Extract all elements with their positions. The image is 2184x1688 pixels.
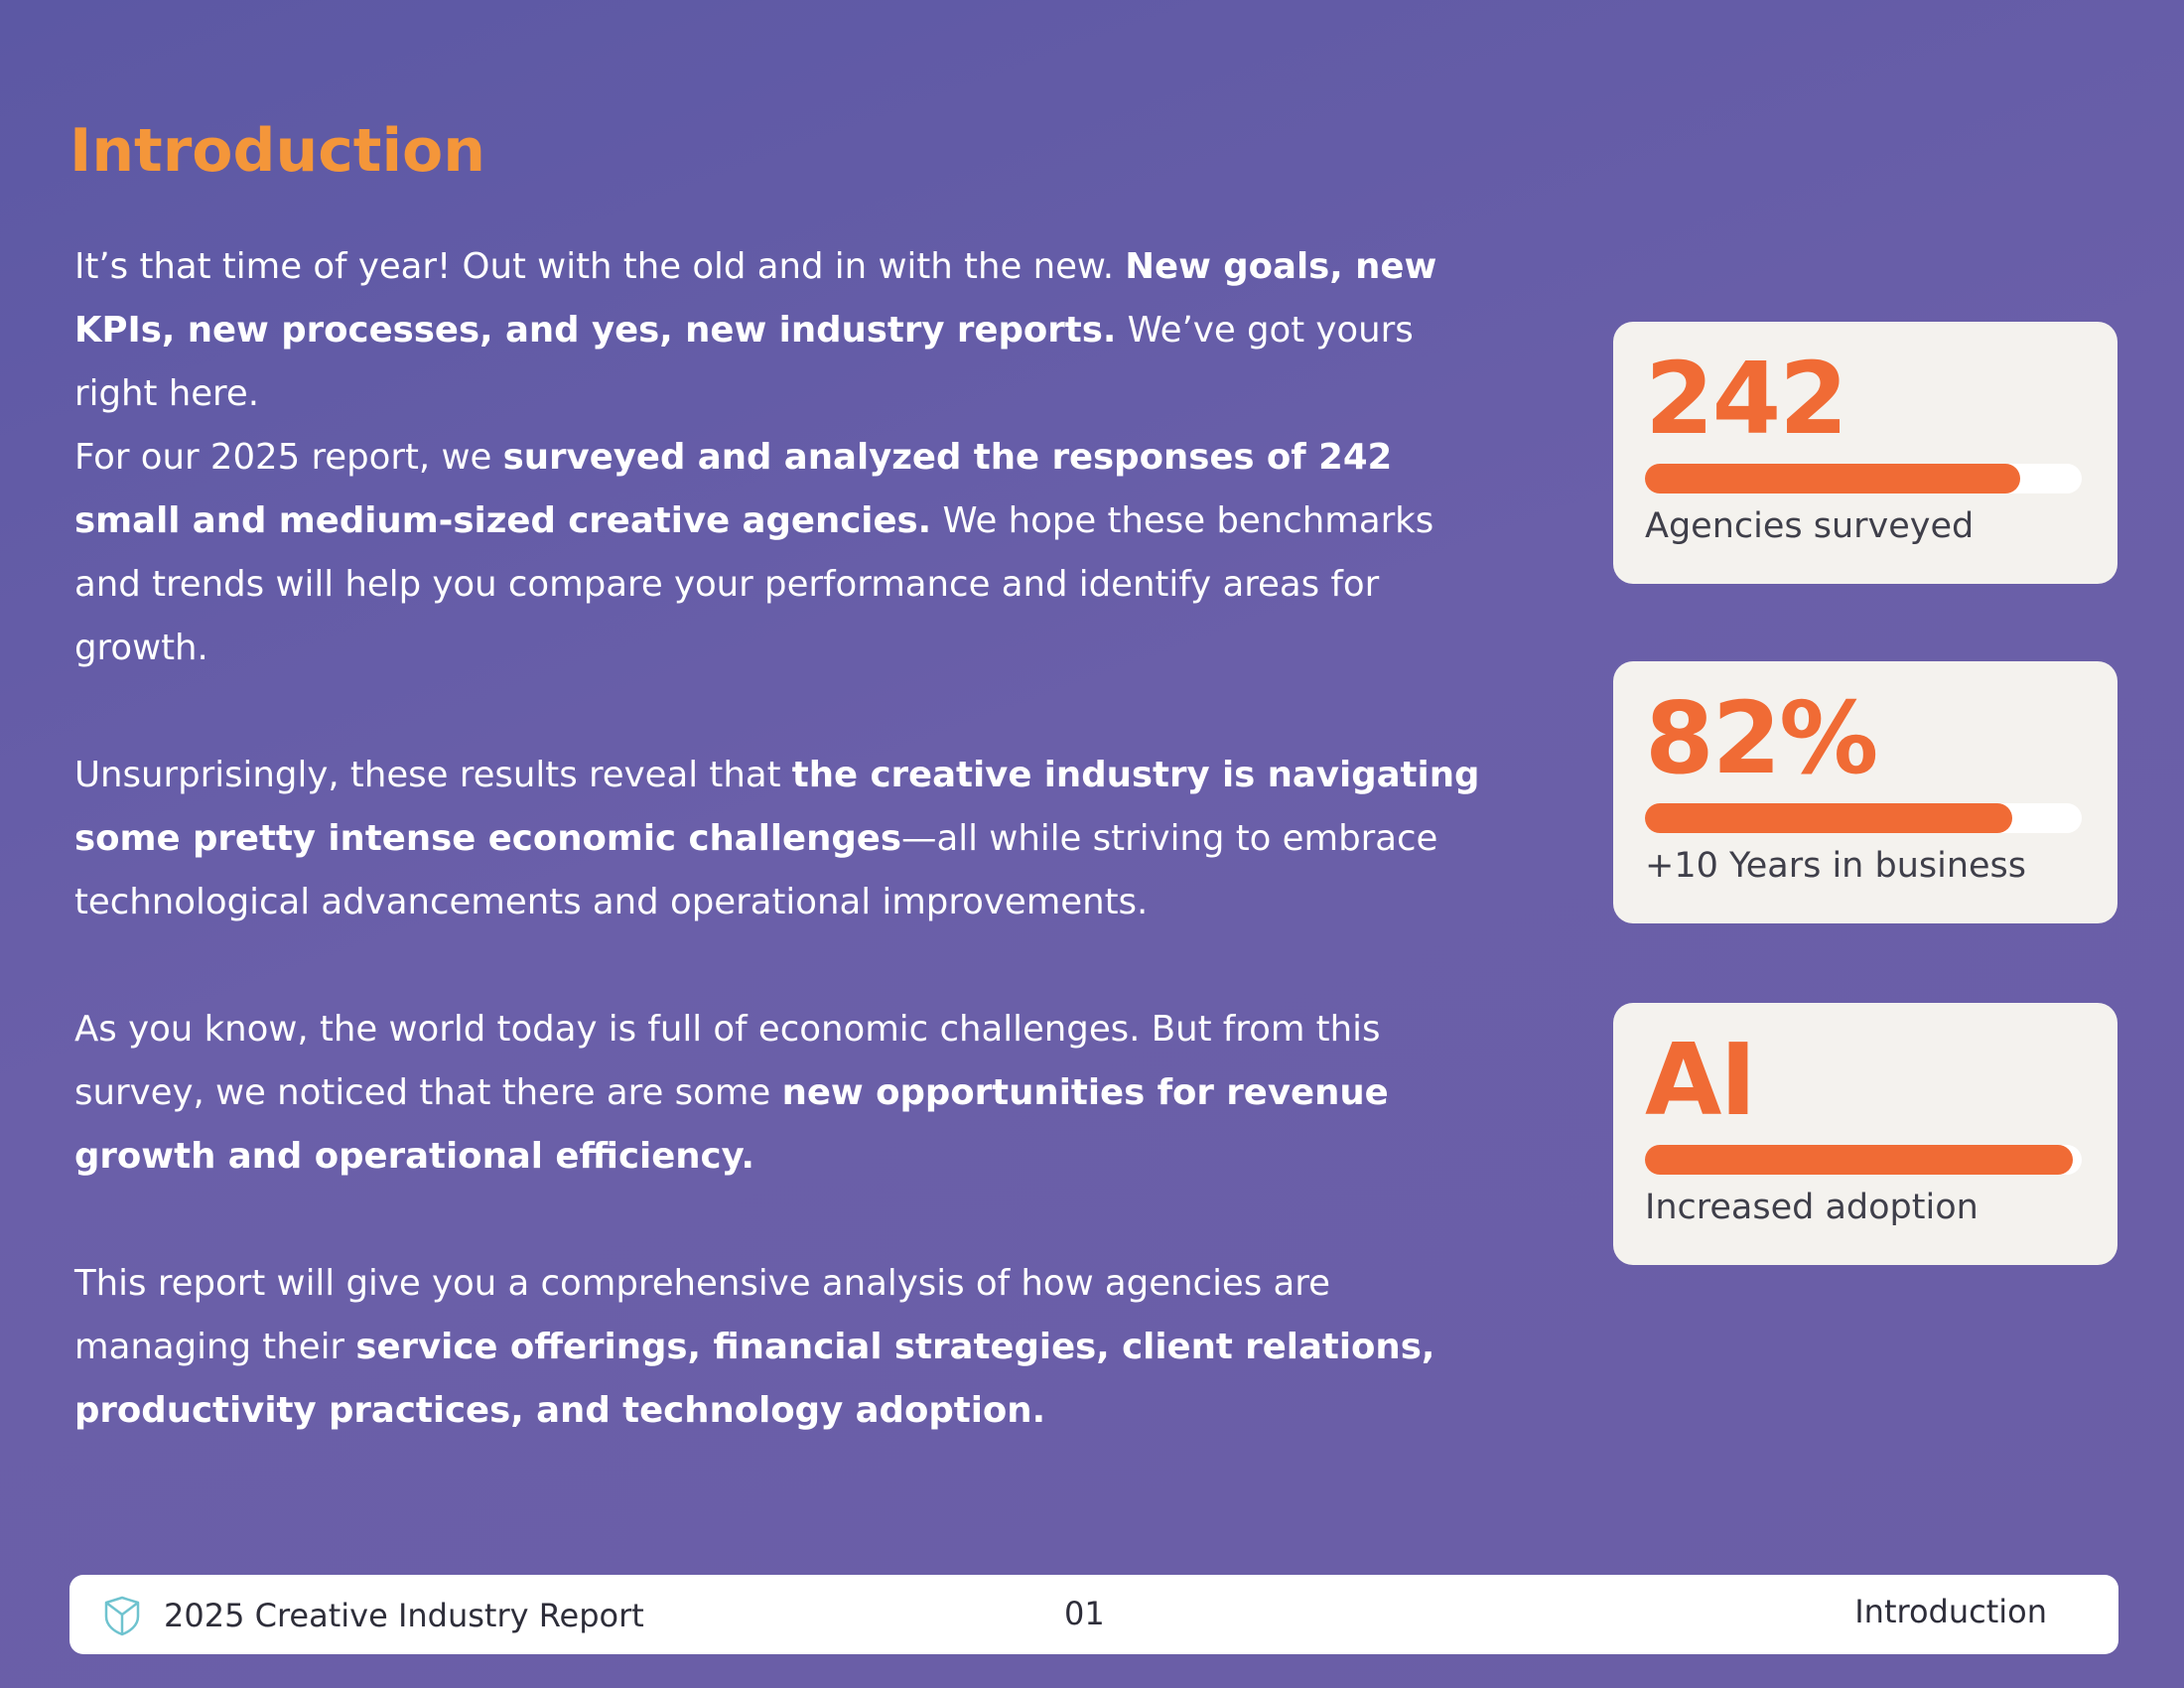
page-title: Introduction [69,116,485,186]
stat-card-agencies [1613,322,2117,584]
paragraph-1 [74,235,1504,426]
stat-progress-track [1645,803,2082,833]
footer-section-name: Introduction [1854,1593,2047,1630]
stat-progress-track [1645,1145,2082,1175]
stat-card-ai [1613,1003,2117,1265]
stat-progress-track [1645,464,2082,493]
paragraph-5 [74,1252,1504,1443]
stat-value: AI [1645,1022,1755,1138]
stat-progress-fill [1645,1145,2073,1175]
stat-progress-fill [1645,803,2012,833]
paragraph-text: —all while striving to embrace technological advancements and operational improvements. [74,818,1438,922]
page-footer [69,1575,2118,1654]
paragraph-2 [74,426,1504,680]
paragraph-text: This report will give you a comprehensive analysis of how agencies are managing their [74,1263,1330,1367]
paragraph-4 [74,998,1504,1189]
stat-label: +10 Years in business [1645,846,2027,886]
stat-progress-fill [1645,464,2020,493]
paragraph-text: We hope these benchmarks and trends will help you compare your performance and identify areas for growth. [74,500,1434,668]
paragraph-highlight: new opportunities for revenue growth and operational efficiency. [74,1072,1389,1177]
paragraph-3 [74,744,1504,934]
stat-value: 242 [1645,341,1846,457]
footer-report-name: 2025 Creative Industry Report [164,1597,644,1634]
paragraph-text: For our 2025 report, we [74,437,503,478]
paragraph-text: We’ve got yours right here. [74,310,1414,414]
paragraph-highlight: New goals, new KPIs, new processes, and yes, new industry reports. [74,246,1437,351]
stat-card-years [1613,661,2117,923]
stat-value: 82% [1645,680,1877,796]
stat-label: Increased adoption [1645,1188,1979,1227]
paragraph-highlight: the creative industry is navigating some pretty intense economic challenges [74,755,1480,859]
paragraph-text: As you know, the world today is full of economic challenges. But from this survey, we noticed that there are some [74,1009,1381,1113]
paragraph-text: Unsurprisingly, these results reveal that [74,755,792,795]
paragraph-highlight: service offerings, financial strategies, client relations, productivity practices, and technology adoption. [74,1327,1435,1431]
paragraph-text: It’s that time of year! Out with the old and in with the new. [74,246,1126,287]
shield-logo-icon [101,1595,143,1636]
footer-page-number: 01 [1064,1595,1105,1632]
paragraph-highlight: surveyed and analyzed the responses of 242 small and medium-sized creative agencies. [74,437,1393,541]
intro-body [74,235,1504,1443]
stat-label: Agencies surveyed [1645,506,1975,546]
